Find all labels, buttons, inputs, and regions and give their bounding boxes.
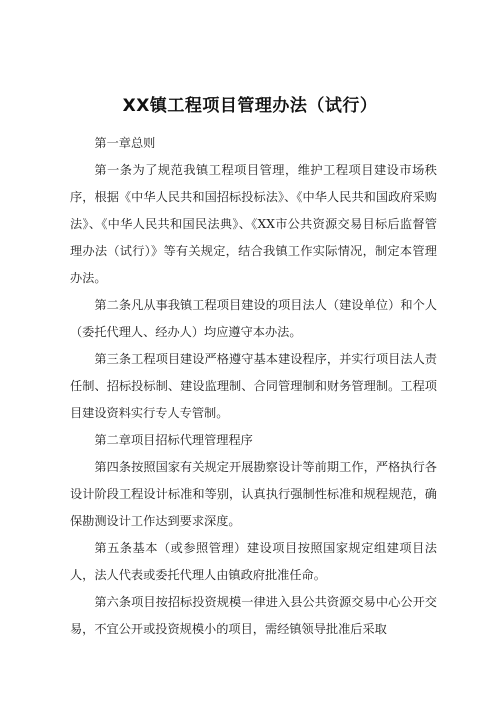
document-title: XX镇工程项目管理办法（试行） (122, 96, 378, 116)
article-paragraph: 第一条为了规范我镇工程项目管理，维护工程项目建设市场秩序，根据《中华人民共和国招标投标法》、《中华人民共和国政府采购法》、《中华人民共和国民法典》、《XX市公共资源交易目标后监督管理办法（试行）》等有关规定，结合我镇工作实际情况，制定本管理办法。 (70, 163, 437, 285)
article-paragraph: 第二条凡从事我镇工程项目建设的项目法人（建设单位）和个人（委托代理人、经办人）均应遵守本办法。 (70, 298, 437, 339)
document-body (70, 130, 437, 643)
article-paragraph: 第六条项目按招标投资规模一律进入县公共资源交易中心公开交易，不宜公开或投资规模小的项目，需经镇领导批准后采取 (70, 595, 437, 636)
article-paragraph: 第四条按照国家有关规定开展勘察设计等前期工作，严格执行各设计阶段工程设计标准和等别，认真执行强制性标准和规程规范，确保勘测设计工作达到要求深度。 (70, 460, 437, 528)
chapter-heading: 第二章项目招标代理管理程序 (94, 433, 253, 447)
article-paragraph: 第三条工程项目建设严格遵守基本建设程序，并实行项目法人责任制、招标投标制、建设监理制、合同管理制和财务管理制。工程项目建设资料实行专人专管制。 (70, 352, 437, 420)
chapter-heading: 第一章总则 (94, 136, 156, 150)
article-paragraph: 第五条基本（或参照管理）建设项目按照国家规定组建项目法人，法人代表或委托代理人由镇政府批准任命。 (70, 541, 437, 582)
